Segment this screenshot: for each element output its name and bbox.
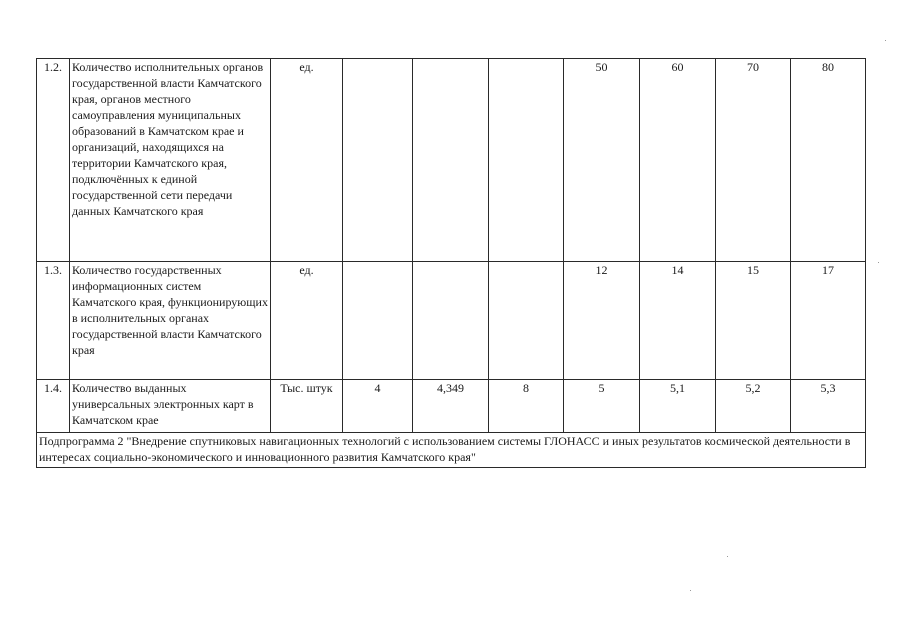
indicators-table bbox=[36, 58, 866, 468]
indicator-name: Количество государственных информационных систем Камчатского края, функционирующих в исполнительных органах государственной власти Камчатского края bbox=[70, 262, 271, 380]
value-cell: 5,2 bbox=[716, 380, 791, 433]
value-cell bbox=[343, 59, 413, 262]
scan-speck bbox=[878, 262, 879, 263]
scan-speck bbox=[885, 40, 886, 41]
value-cell bbox=[489, 262, 564, 380]
table-row bbox=[37, 59, 866, 262]
scan-speck bbox=[727, 556, 728, 557]
value-cell: 12 bbox=[564, 262, 640, 380]
value-cell: 70 bbox=[716, 59, 791, 262]
value-cell bbox=[413, 59, 489, 262]
table-row bbox=[37, 262, 866, 380]
row-number: 1.2. bbox=[37, 59, 70, 262]
table-row bbox=[37, 380, 866, 433]
value-cell: 80 bbox=[791, 59, 866, 262]
value-cell: 5 bbox=[564, 380, 640, 433]
indicator-name: Количество выданных универсальных электронных карт в Камчатском крае bbox=[70, 380, 271, 433]
value-cell: 5,3 bbox=[791, 380, 866, 433]
indicator-name: Количество исполнительных органов государственной власти Камчатского края, органов местного самоуправления муниципальных образований в Камчатском крае и организаций, находящихся на территории Камчатского края, подключённых к единой государственной сети передачи данных Камчатского края bbox=[70, 59, 271, 262]
value-cell: 8 bbox=[489, 380, 564, 433]
value-cell: 17 bbox=[791, 262, 866, 380]
value-cell: 60 bbox=[640, 59, 716, 262]
scan-speck bbox=[690, 590, 691, 591]
subprogram-title: Подпрограмма 2 "Внедрение спутниковых навигационных технологий с использованием системы ГЛОНАСС и иных результатов космической деятельности в интересах социально-экономического и инновационного развития Камчатского края" bbox=[37, 433, 866, 468]
value-cell: 50 bbox=[564, 59, 640, 262]
value-cell bbox=[489, 59, 564, 262]
row-number: 1.3. bbox=[37, 262, 70, 380]
value-cell: 4,349 bbox=[413, 380, 489, 433]
value-cell: 5,1 bbox=[640, 380, 716, 433]
row-number: 1.4. bbox=[37, 380, 70, 433]
value-cell: 4 bbox=[343, 380, 413, 433]
value-cell bbox=[413, 262, 489, 380]
value-cell: 14 bbox=[640, 262, 716, 380]
unit-cell: ед. bbox=[271, 59, 343, 262]
unit-cell: Тыс. штук bbox=[271, 380, 343, 433]
value-cell: 15 bbox=[716, 262, 791, 380]
unit-cell: ед. bbox=[271, 262, 343, 380]
subprogram-row bbox=[37, 433, 866, 468]
value-cell bbox=[343, 262, 413, 380]
